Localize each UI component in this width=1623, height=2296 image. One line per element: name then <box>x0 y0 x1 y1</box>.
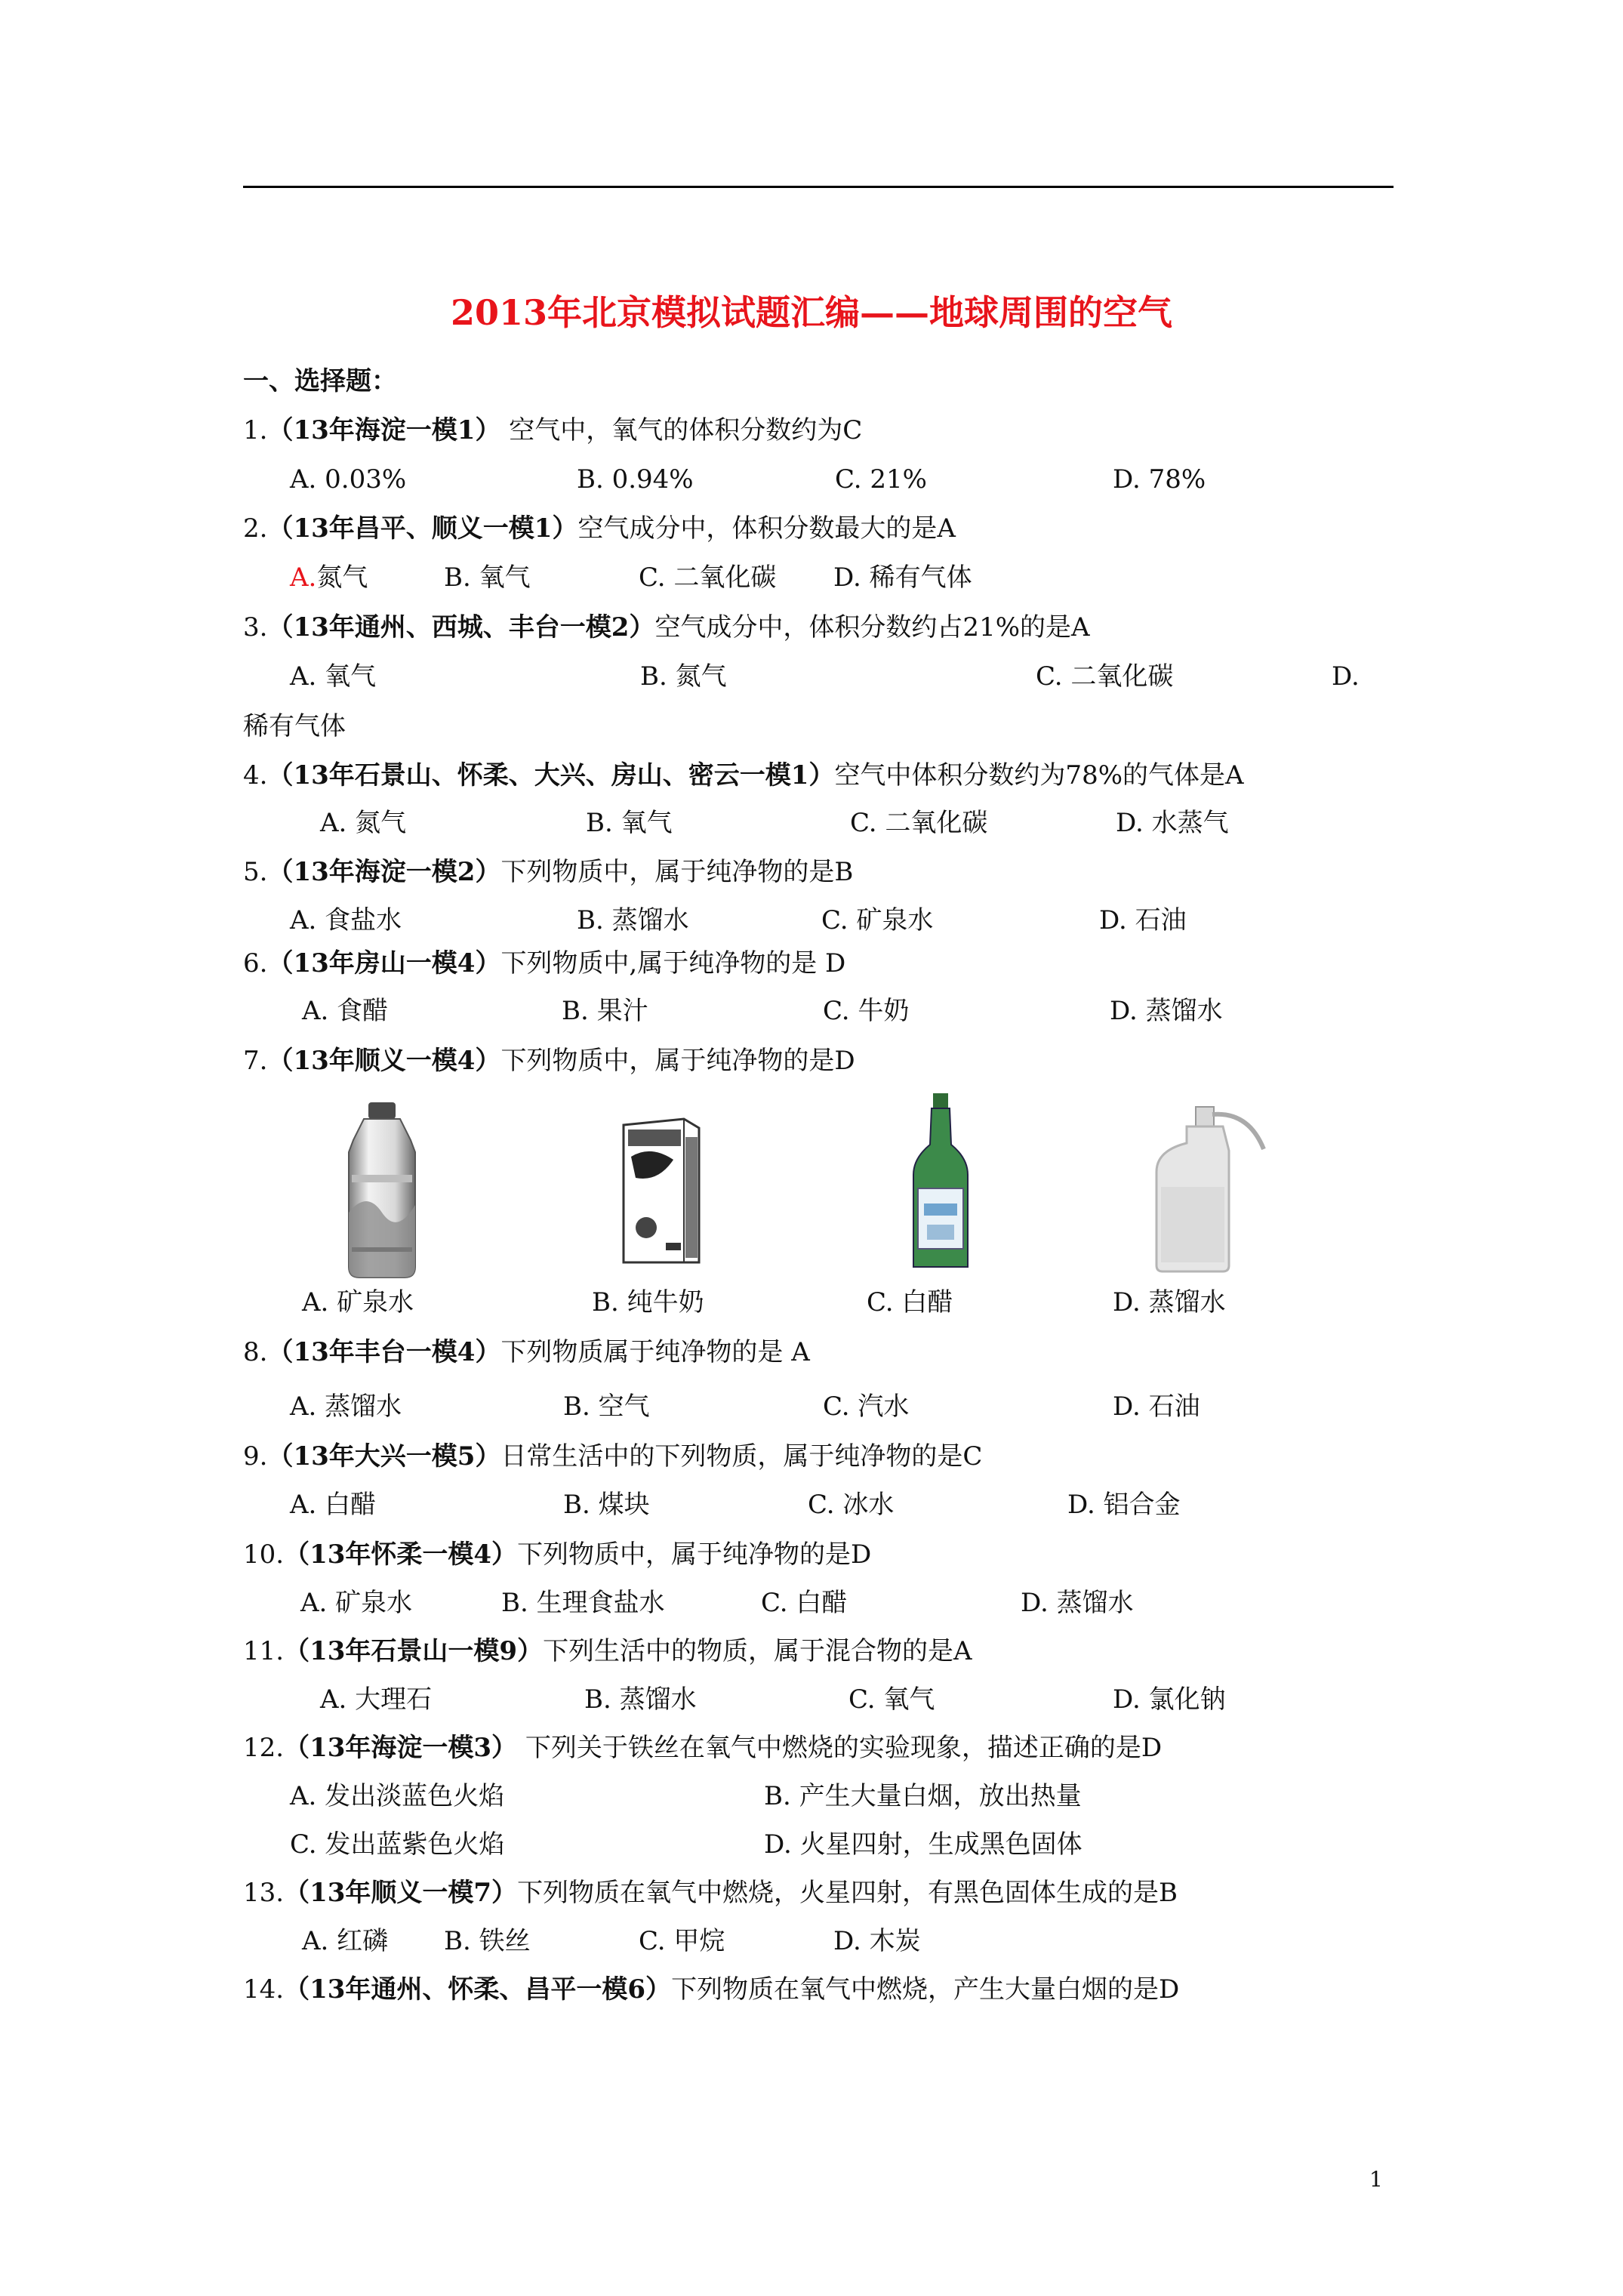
option: B. 空气 <box>563 1391 650 1422</box>
question-number: 8. <box>243 1337 268 1367</box>
option: D. 木炭 <box>833 1926 921 1956</box>
option: C. 牛奶 <box>823 996 910 1026</box>
vinegar-bottle-image <box>909 1092 972 1273</box>
option: C. 汽水 <box>823 1391 910 1422</box>
question-source: （13年房山一模4） <box>267 948 501 978</box>
option: D. 稀有气体 <box>833 562 972 593</box>
option: A. 0.03% <box>290 464 407 495</box>
option-wrap: 稀有气体 <box>243 711 346 741</box>
option: B. 铁丝 <box>444 1926 531 1956</box>
option: B. 氧气 <box>444 562 531 593</box>
option: C. 白醋 <box>867 1287 953 1318</box>
option: A. 食醋 <box>302 996 389 1026</box>
question-5 <box>243 855 853 889</box>
question-source: （13年顺义一模4） <box>267 1046 501 1076</box>
milk-carton-icon <box>621 1114 704 1265</box>
question-number: 4. <box>243 760 268 791</box>
option: C. 二氧化碳 <box>1036 661 1174 692</box>
question-text: 空气中，氧气的体积分数约为C <box>509 415 863 445</box>
question-11 <box>243 1634 972 1669</box>
question-number: 9. <box>243 1441 268 1472</box>
question-text: 下列关于铁丝在氧气中燃烧的实验现象，描述正确的是D <box>517 1733 1163 1763</box>
question-text: 下列物质在氧气中燃烧，产生大量白烟的是D <box>671 1974 1180 2005</box>
question-3 <box>243 610 1090 645</box>
question-2 <box>243 511 956 546</box>
question-12 <box>243 1730 1162 1765</box>
option: B. 氧气 <box>586 808 673 838</box>
question-text: 日常生活中的下列物质，属于纯净物的是C <box>500 1441 983 1472</box>
question-text: 下列物质中，属于纯净物的是D <box>517 1539 872 1570</box>
question-text: 下列物质在氧气中燃烧，火星四射，有黑色固体生成的是B <box>517 1878 1178 1908</box>
question-number: 12. <box>243 1733 285 1763</box>
option: B. 氮气 <box>640 661 727 692</box>
option: B. 蒸馏水 <box>577 905 689 935</box>
option: C. 发出蓝紫色火焰 <box>290 1829 505 1860</box>
wash-bottle-icon <box>1150 1104 1271 1274</box>
question-number: 10. <box>243 1539 285 1570</box>
question-text: 下列物质中，属于纯净物的是D <box>500 1046 855 1076</box>
option: D. 石油 <box>1113 1391 1200 1422</box>
option: C. 21% <box>835 464 927 495</box>
option: B. 生理食盐水 <box>501 1588 665 1618</box>
option: D. 蒸馏水 <box>1110 996 1223 1026</box>
option: C. 氧气 <box>848 1684 935 1715</box>
question-source: （13年石景山一模9） <box>284 1636 544 1666</box>
question-number: 2. <box>243 513 268 544</box>
option: B. 果汁 <box>562 996 648 1026</box>
option: C. 矿泉水 <box>821 905 934 935</box>
question-number: 3. <box>243 612 268 643</box>
page-number: 1 <box>1369 2167 1383 2192</box>
option: D. 蒸馏水 <box>1113 1287 1226 1318</box>
option: C. 甲烷 <box>639 1926 725 1956</box>
option: D. <box>1332 661 1360 692</box>
question-source: （13年通州、西城、丰台一模2） <box>267 612 655 643</box>
question-text: 空气成分中，体积分数约占21%的是A <box>654 612 1090 643</box>
option: B. 蒸馏水 <box>584 1684 697 1715</box>
question-source: （13年海淀一模2） <box>267 857 501 887</box>
question-7 <box>243 1043 855 1078</box>
milk-carton-image <box>621 1114 704 1265</box>
question-number: 7. <box>243 1046 268 1076</box>
water-jug-image <box>337 1099 427 1281</box>
question-14 <box>243 1972 1179 2007</box>
question-text: 下列物质中，属于纯净物的是B <box>500 857 854 887</box>
option: B. 纯牛奶 <box>592 1287 704 1318</box>
option: C. 冰水 <box>808 1490 895 1520</box>
question-source: （13年丰台一模4） <box>267 1337 501 1367</box>
option: D. 石油 <box>1099 905 1187 935</box>
question-source: （13年海淀一模3） <box>284 1733 518 1763</box>
option: A. 氮气 <box>320 808 407 838</box>
option: C. 二氧化碳 <box>639 562 777 593</box>
option-text: 氮气 <box>316 562 368 593</box>
question-number: 14. <box>243 1974 285 2005</box>
option: B. 0.94% <box>577 464 694 495</box>
question-text: 下列物质中,属于纯净物的是 D <box>500 948 846 978</box>
question-number: 11. <box>243 1636 285 1666</box>
option: A. 矿泉水 <box>300 1588 413 1618</box>
option: D. 78% <box>1113 464 1206 495</box>
question-source: （13年海淀一模1） <box>267 415 501 445</box>
option: D. 氯化钠 <box>1113 1684 1226 1715</box>
water-jug-icon <box>337 1099 427 1281</box>
question-8 <box>243 1335 810 1370</box>
question-text: 下列生活中的物质，属于混合物的是A <box>543 1636 972 1666</box>
option: D. 水蒸气 <box>1116 808 1229 838</box>
wash-bottle-image <box>1150 1104 1271 1274</box>
option: A. 食盐水 <box>290 905 402 935</box>
option-letter: A. <box>290 562 317 593</box>
question-source: （13年昌平、顺义一模1） <box>267 513 578 544</box>
option: D. 火星四射，生成黑色固体 <box>764 1829 1083 1860</box>
option: C. 白醋 <box>761 1588 848 1618</box>
question-number: 13. <box>243 1878 285 1908</box>
option: C. 二氧化碳 <box>850 808 988 838</box>
question-source: （13年石景山、怀柔、大兴、房山、密云一模1） <box>267 760 835 791</box>
question-9 <box>243 1439 982 1474</box>
question-1 <box>243 413 862 448</box>
option <box>290 560 368 595</box>
question-source: （13年怀柔一模4） <box>284 1539 518 1570</box>
question-text: 空气中体积分数约为78%的气体是A <box>834 760 1244 791</box>
section-heading: 一、选择题： <box>243 366 397 396</box>
option: B. 产生大量白烟，放出热量 <box>764 1781 1082 1811</box>
question-source: （13年大兴一模5） <box>267 1441 501 1472</box>
option: A. 矿泉水 <box>302 1287 414 1318</box>
header-rule <box>243 186 1394 188</box>
question-text: 空气成分中，体积分数最大的是A <box>577 513 956 544</box>
option: A. 发出淡蓝色火焰 <box>290 1781 505 1811</box>
question-4 <box>243 758 1244 793</box>
option: B. 煤块 <box>563 1490 650 1520</box>
option: A. 蒸馏水 <box>290 1391 402 1422</box>
question-number: 5. <box>243 857 268 887</box>
question-source: （13年顺义一模7） <box>284 1878 518 1908</box>
question-6 <box>243 946 845 981</box>
vinegar-bottle-icon <box>909 1092 972 1273</box>
option: A. 白醋 <box>290 1490 377 1520</box>
option: D. 蒸馏水 <box>1021 1588 1134 1618</box>
question-number: 1. <box>243 415 268 445</box>
option: A. 红磷 <box>302 1926 389 1956</box>
question-10 <box>243 1537 871 1572</box>
option: A. 氧气 <box>290 661 377 692</box>
option: A. 大理石 <box>320 1684 433 1715</box>
question-13 <box>243 1875 1178 1910</box>
document-title: 2013年北京模拟试题汇编——地球周围的空气 <box>450 292 1173 333</box>
question-text: 下列物质属于纯净物的是 A <box>500 1337 810 1367</box>
question-source: （13年通州、怀柔、昌平一模6） <box>284 1974 672 2005</box>
option: D. 铝合金 <box>1067 1490 1181 1520</box>
question-number: 6. <box>243 948 268 978</box>
